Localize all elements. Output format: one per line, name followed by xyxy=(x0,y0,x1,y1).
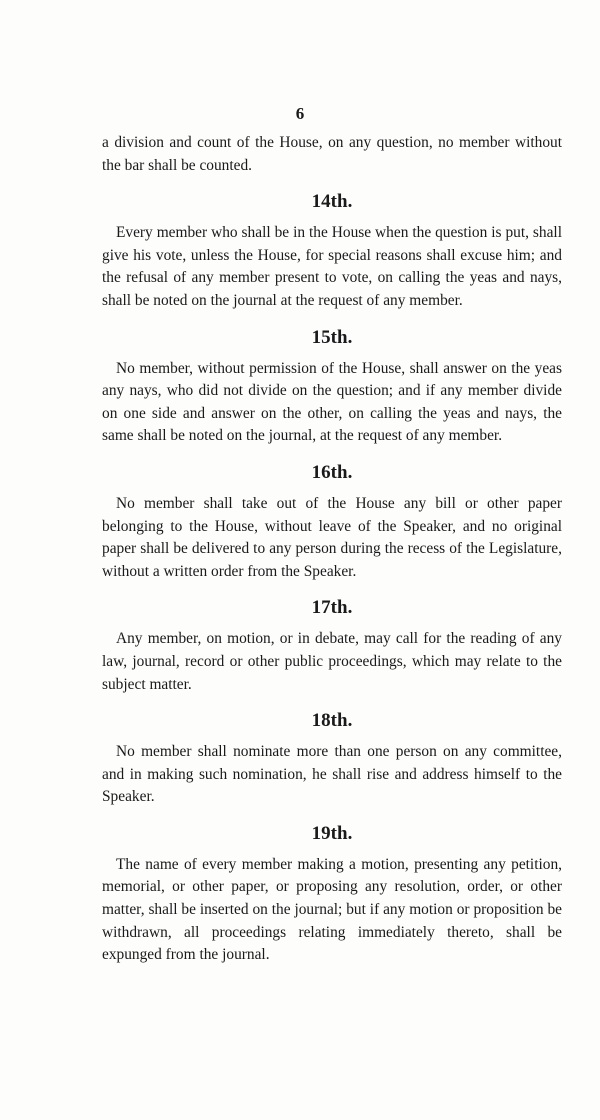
continuation-paragraph: a division and count of the House, on any question, no member without the bar shall be counted. xyxy=(102,134,562,174)
section-paragraph: Any member, on motion, or in debate, may call for the reading of any law, journal, record or other public proceedings, which may relate to the subject matter. xyxy=(102,630,562,693)
section-paragraph: No member shall nominate more than one person on any committee, and in making such nomination, he shall rise and address himself to the Speaker. xyxy=(102,743,562,806)
rule-section-18 xyxy=(102,710,562,809)
rule-section-16 xyxy=(102,462,562,583)
section-heading: 17th. xyxy=(311,597,353,619)
section-heading: 19th. xyxy=(311,822,353,844)
section-paragraph: No member, without permission of the House, shall answer on the yeas any nays, who did not divide on the question; and if any member divide on one side and answer on the other, on calling the yeas and nays, the same shall be noted on the journal, at the request of any member. xyxy=(102,359,562,445)
section-paragraph: The name of every member making a motion, presenting any petition, memorial, or other paper, or proposing any resolution, order, or other matter, shall be inserted on the journal; but if any motion or proposition be withdrawn, all proceedings relating immediately thereto, shall be expunged from the journal. xyxy=(102,855,562,964)
section-paragraph: Every member who shall be in the House when the question is put, shall give his vote, unless the House, for special reasons shall excuse him; and the refusal of any member present to vote, on calling the yeas and nays, shall be noted on the journal at the request of any member. xyxy=(102,224,562,309)
section-heading: 18th. xyxy=(311,710,353,732)
section-heading: 16th. xyxy=(311,461,353,483)
section-heading: 14th. xyxy=(311,191,353,213)
rule-section-17 xyxy=(102,597,562,696)
rule-section-19 xyxy=(102,823,562,967)
document-body xyxy=(102,132,562,967)
rule-section-14 xyxy=(102,191,562,312)
section-heading: 15th. xyxy=(311,326,353,348)
rule-section-15 xyxy=(102,327,562,448)
section-paragraph: No member shall take out of the House any bill or other paper belonging to the House, without leave of the Speaker, and no original paper shall be delivered to any person during the recess of the Legislature, without a written order from the Speaker. xyxy=(102,494,562,580)
page-number: 6 xyxy=(295,104,305,123)
